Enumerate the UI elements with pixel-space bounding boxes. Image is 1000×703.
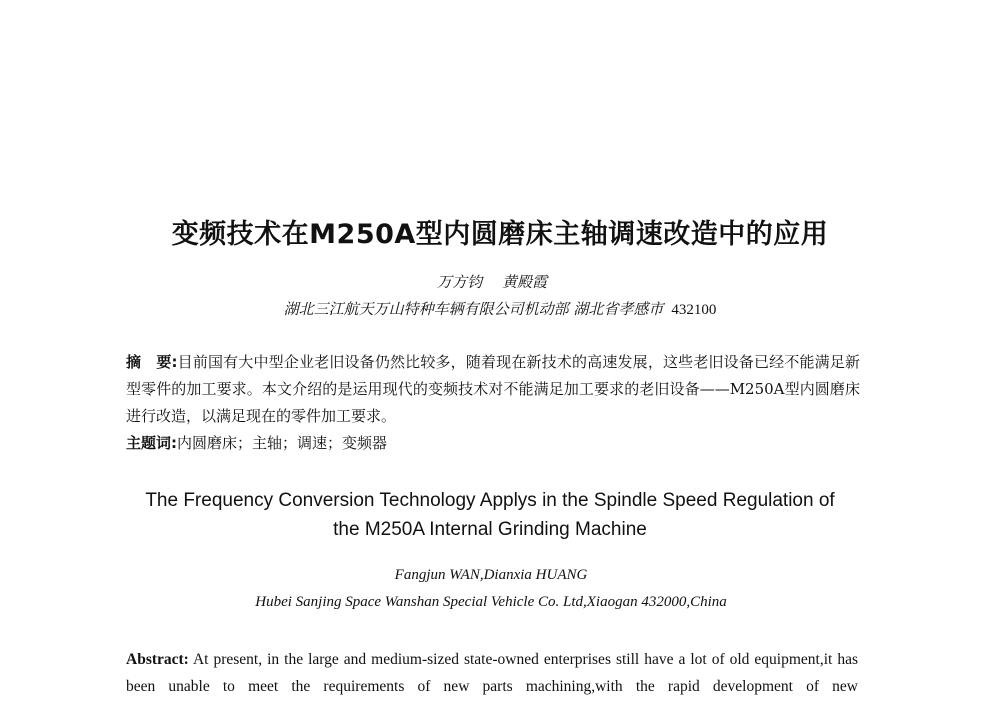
keywords-zh-label: 主题词: [126, 434, 177, 452]
authors-english: Fangjun WAN,Dianxia HUANG [394, 567, 588, 583]
author-zh-1: 万方钧 [436, 273, 482, 291]
abstract-english [126, 646, 858, 700]
title-en-line-2: the M250A Internal Grinding Machine [333, 519, 647, 540]
affiliation-chinese [0, 298, 1000, 319]
keywords-zh-text: 内圆磨床；主轴；调速；变频器 [177, 434, 388, 452]
keywords-chinese [126, 430, 387, 457]
abstract-chinese [126, 349, 860, 430]
title-chinese: 变频技术在M250A型内圆磨床主轴调速改造中的应用 [171, 219, 829, 250]
abstract-zh-text: 目前国有大中型企业老旧设备仍然比较多，随着现在新技术的高速发展，这些老旧设备已经不能满足新型零件的加工要求。本文介绍的是运用现代的变频技术对不能满足加工要求的老旧设备——M250A型内圆磨床进行改造，以满足现在的零件加工要求。 [126, 353, 860, 425]
affiliation-zh-text: 湖北三江航天万山特种车辆有限公司机动部 湖北省孝感市 [283, 300, 664, 318]
abstract-en-label: Abstract: [126, 651, 189, 668]
title-en-line-1: The Frequency Conversion Technology Applys in the Spindle Speed Regulation of [145, 490, 835, 511]
affiliation-zh-postcode: 432100 [671, 302, 717, 318]
author-zh-2: 黄殿霞 [502, 273, 548, 291]
abstract-en-text: At present, in the large and medium-sized state-owned enterprises still have a lot of old equipment,it has been unable to meet the requirements of new parts machining,with the rapid development of new [126, 651, 858, 695]
title-english [100, 486, 880, 544]
authors-chinese [0, 271, 984, 292]
abstract-zh-label: 摘 要: [126, 353, 178, 371]
affiliation-english: Hubei Sanjing Space Wanshan Special Vehicle Co. Ltd,Xiaogan 432000,China [255, 594, 727, 610]
